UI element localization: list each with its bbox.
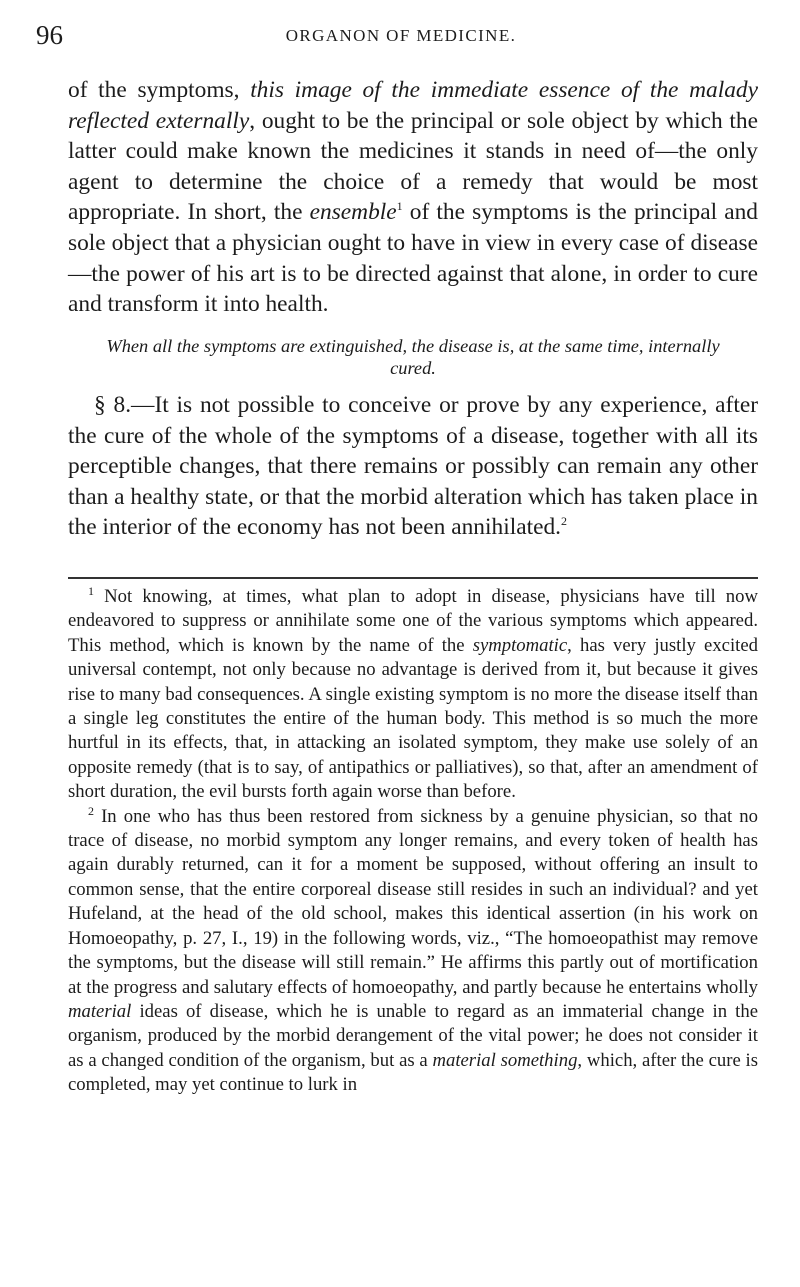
footnote-1 (68, 585, 758, 805)
italic-term-ensemble: ensemble (309, 199, 397, 226)
italic-term-material-something: material something (432, 1049, 578, 1071)
italic-term-symptomatic: symptomatic (472, 634, 568, 656)
footnotes (68, 585, 758, 1098)
footnote-divider (68, 577, 758, 579)
page-number: 96 (36, 20, 63, 50)
text-run: , which, after the cure is completed, may yet continue to lurk in (68, 1049, 758, 1096)
footnote-mark-2: 2 (88, 803, 94, 818)
text-run: of the symptoms is the principal and sole object that a physician ought to have in view in every case of disease—the power of his art is to be directed against that alone, in order to cure and transform it into health. (68, 199, 758, 318)
continued-paragraph (68, 75, 758, 320)
footnote-ref-2: 2 (561, 514, 567, 529)
italic-term-material: material (68, 1000, 132, 1022)
text-run: In one who has thus been restored from sickness by a genuine physician, so that no trace of disease, no morbid symptom any longer remains, and every token of health has again durably returned, can it for a moment be supposed, without offering an insult to common sense, that the entire corporeal disease still resides in such an individual? and yet Hufeland, at the head of the old school, makes this identical assertion (in his work on Homoeopathy, p. 27, I., 19) in the following words, viz., “The homoeopathist may remove the symptoms, but the disease will still remain.” He affirms this partly out of mortification at the progress and salutary effects of homoeopathy, and partly because he entertains wholly (68, 805, 758, 998)
text-run: , has very justly excited universal contempt, not only because no advantage is derived from it, but because it gives rise to many bad consequences. A single existing symptom is no more the disease itself than a single leg constitutes the entire of the human body. This method is so much the more hurtful in its effects, that, in attacking an isolated symptom, they make use solely of an opposite remedy (that is to say, of antipathics or palliatives), so that, after an amendment of short duration, the evil bursts forth again worse than before. (68, 634, 758, 803)
text-run: ideas of disease, which he is unable to regard as an immaterial change in the organism, produced by the morbid derangement of the vital power; he does not consider it as a changed condition of the organism, but as a (68, 1000, 758, 1071)
text-run: of the symptoms, (68, 77, 251, 103)
italic-phrase: this image of the immediate essence of the malady reflected externally (68, 77, 758, 134)
running-head (36, 15, 766, 55)
footnote-2 (68, 805, 758, 1098)
text-run: , ought to be the principal or sole object by which the latter could make known the medicines it stands in need of—the only agent to determine the choice of a remedy that would be most appropriate. In short, the (68, 107, 758, 226)
section-8-paragraph (68, 390, 758, 543)
running-title: ORGANON OF MEDICINE. (285, 26, 517, 45)
section-8-text: § 8.—It is not possible to conceive or prove by any experience, after the cure of the whole of the symptoms of a disease, together with all its perceptible changes, that there remains or possibly can remain any other than a healthy state, or that the morbid alteration which has taken place in the interior of the economy has not been annihilated. (68, 392, 758, 541)
text-run: Not knowing, at times, what plan to adopt in disease, physicians have till now endeavored to suppress or annihilate some one of the various symptoms which appeared. This method, which is known by the name of the (68, 586, 758, 656)
footnote-mark-1: 1 (88, 583, 94, 598)
section-heading-italic: When all the symptoms are extinguished, the disease is, at the same time, internally cured. (106, 336, 720, 378)
footnote-ref-1: 1 (396, 199, 403, 214)
